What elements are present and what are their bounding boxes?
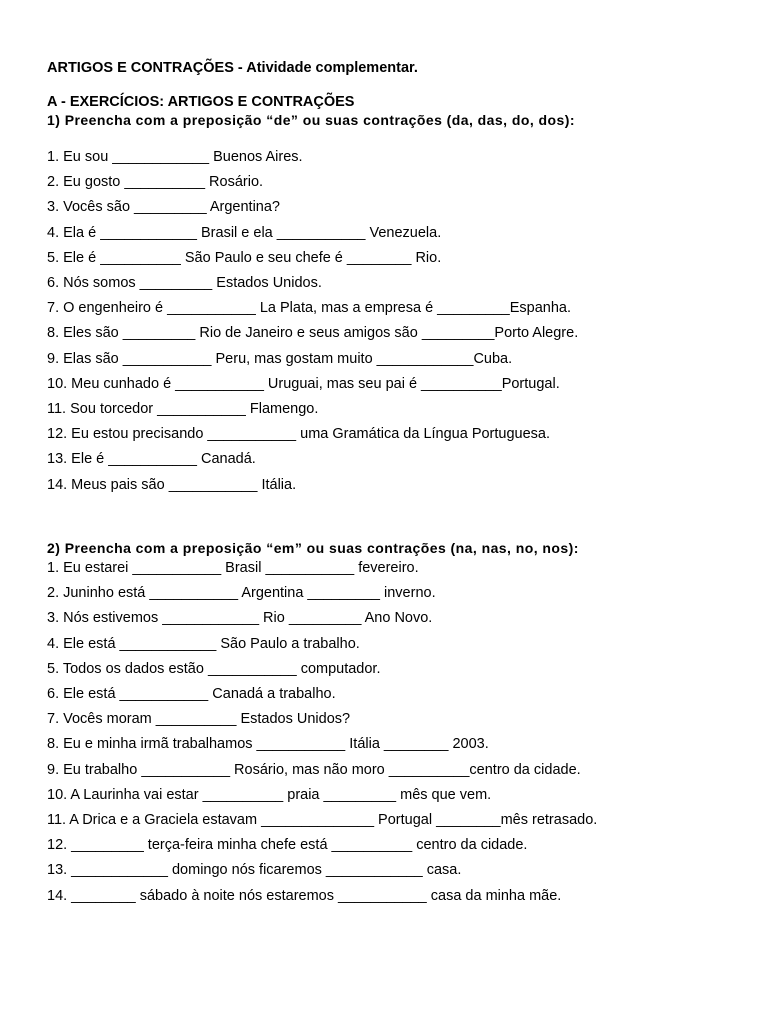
exercise-2-item-11: 11. A Drica e a Graciela estavam ______________ Portugal ________mês retrasado.	[47, 812, 598, 829]
document-title: ARTIGOS E CONTRAÇÕES - Atividade complementar.	[47, 60, 418, 76]
exercise-2-item-9: 9. Eu trabalho ___________ Rosário, mas não moro __________centro da cidade.	[47, 761, 581, 778]
exercise-1-item-11: 11. Sou torcedor ___________ Flamengo.	[47, 401, 319, 418]
exercise-2-item-10: 10. A Laurinha vai estar __________ praia _________ mês que vem.	[47, 786, 492, 803]
exercise-1-item-1: 1. Eu sou ____________ Buenos Aires.	[47, 149, 303, 165]
exercise-2-item-3: 3. Nós estivemos ____________ Rio _________ Ano Novo.	[47, 610, 433, 627]
exercise-2-item-7: 7. Vocês moram __________ Estados Unidos?	[47, 711, 351, 728]
exercise-1-item-14: 14. Meus pais são ___________ Itália.	[47, 476, 297, 493]
exercise-1-list	[47, 145, 578, 498]
exercise-2-list	[47, 556, 597, 909]
exercise-1-item-12: 12. Eu estou precisando ___________ uma Gramática da Língua Portuguesa.	[47, 426, 551, 443]
exercise-1-instruction: 1) Preencha com a preposição “de” ou suas contrações (da, das, do, dos):	[47, 112, 575, 128]
exercise-2-item-4: 4. Ele está ____________ São Paulo a trabalho.	[47, 635, 360, 652]
exercise-1-item-4: 4. Ela é ____________ Brasil e ela ___________ Venezuela.	[47, 224, 442, 241]
exercise-1-item-5: 5. Ele é __________ São Paulo e seu chefe é ________ Rio.	[47, 249, 442, 266]
exercise-1-item-7: 7. O engenheiro é ___________ La Plata, mas a empresa é _________Espanha.	[47, 300, 572, 317]
exercise-2-item-8: 8. Eu e minha irmã trabalhamos ___________ Itália ________ 2003.	[47, 736, 489, 753]
exercise-2-item-5: 5. Todos os dados estão ___________ computador.	[47, 660, 381, 677]
exercise-2-item-12: 12. _________ terça-feira minha chefe está __________ centro da cidade.	[47, 837, 528, 854]
exercise-1-item-3: 3. Vocês são _________ Argentina?	[47, 199, 280, 216]
exercise-1-item-2: 2. Eu gosto __________ Rosário.	[47, 174, 264, 191]
exercise-2-instruction: 2) Preencha com a preposição “em” ou suas contrações (na, nas, no, nos):	[47, 540, 579, 556]
exercise-2-item-13: 13. ____________ domingo nós ficaremos ____________ casa.	[47, 862, 462, 879]
exercise-2-item-6: 6. Ele está ___________ Canadá a trabalho.	[47, 686, 336, 703]
exercise-1-item-6: 6. Nós somos _________ Estados Unidos.	[47, 275, 322, 292]
worksheet-page	[47, 0, 747, 1024]
exercise-2-item-2: 2. Juninho está ___________ Argentina _________ inverno.	[47, 585, 436, 602]
exercise-1-item-13: 13. Ele é ___________ Canadá.	[47, 451, 256, 468]
exercise-2-item-1: 1. Eu estarei ___________ Brasil ___________ fevereiro.	[47, 560, 419, 576]
exercise-1-item-9: 9. Elas são ___________ Peru, mas gostam muito ____________Cuba.	[47, 350, 513, 367]
exercise-1-item-8: 8. Eles são _________ Rio de Janeiro e seus amigos são _________Porto Alegre.	[47, 325, 579, 342]
exercise-1-item-10: 10. Meu cunhado é ___________ Uruguai, mas seu pai é __________Portugal.	[47, 375, 560, 392]
section-title: A - EXERCÍCIOS: ARTIGOS E CONTRAÇÕES	[47, 94, 355, 110]
exercise-2-item-14: 14. ________ sábado à noite nós estaremos ___________ casa da minha mãe.	[47, 887, 562, 904]
